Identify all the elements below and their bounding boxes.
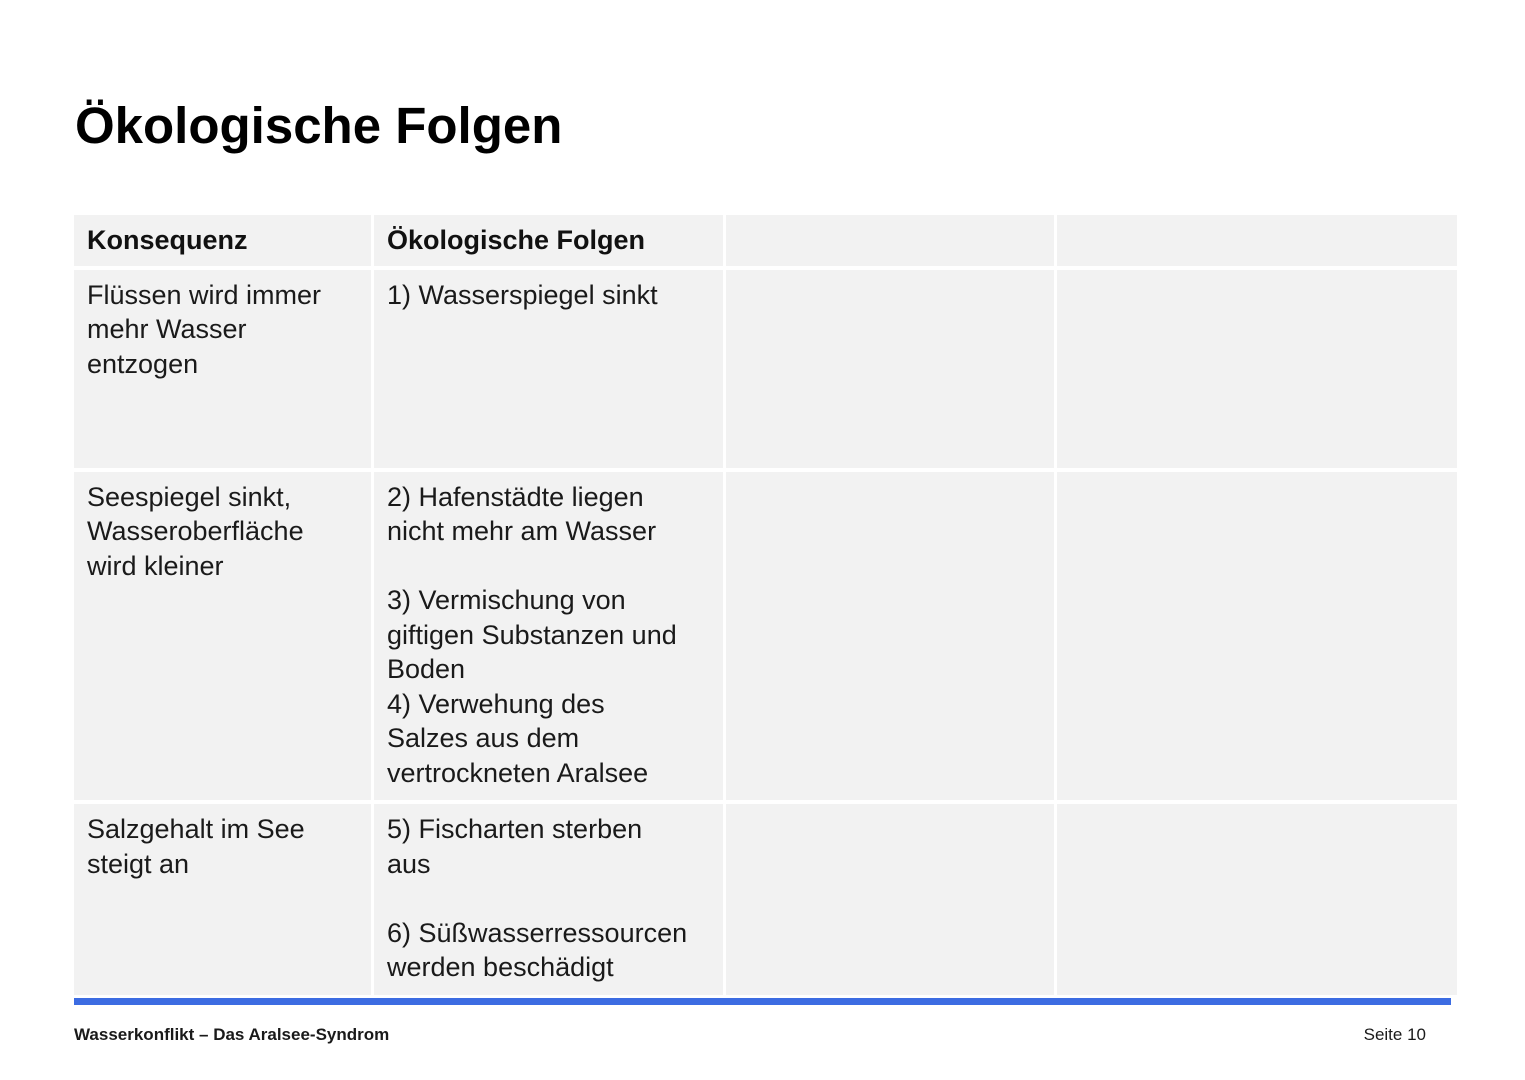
cell-text-line: Boden <box>387 654 466 684</box>
cell-text-line: 4) Verwehung des <box>387 688 605 719</box>
cell-text-line: Salzgehalt im See <box>87 814 305 844</box>
cell-text-line: 6) Süßwasserressourcen <box>387 917 688 948</box>
cell-konsequenz <box>74 804 371 995</box>
header-empty-3 <box>726 215 1054 266</box>
cell-text-line: Salzes aus dem <box>387 723 580 753</box>
cell-konsequenz <box>74 472 371 801</box>
cell-empty <box>726 804 1054 995</box>
cell-text-line: Seespiegel sinkt, <box>87 481 292 512</box>
footer-accent-rule <box>74 998 1451 1005</box>
page-number: Seite 10 <box>1363 1025 1426 1044</box>
table-row <box>74 472 1457 801</box>
cell-text-line: entzogen <box>87 348 199 379</box>
slide-title: Ökologische Folgen <box>75 97 563 154</box>
cell-text-line: aus <box>387 848 431 879</box>
cell-folgen <box>374 472 723 801</box>
cell-text-line: giftigen Substanzen und <box>387 619 677 650</box>
cell-text-line: werden beschädigt <box>387 952 614 982</box>
footer-title: Wasserkonflikt – Das Aralsee-Syndrom <box>74 1025 390 1044</box>
header-empty-4 <box>1057 215 1457 266</box>
cell-empty <box>1057 472 1457 801</box>
cell-text-line: mehr Wasser <box>87 314 247 344</box>
cell-text-line: wird kleiner <box>87 550 224 581</box>
cell-text-line: Wasseroberfläche <box>87 516 304 546</box>
cell-folgen <box>374 270 723 468</box>
cell-text-line: 2) Hafenstädte liegen <box>387 481 644 512</box>
header-oekologische-folgen: Ökologische Folgen <box>374 215 723 266</box>
cell-empty <box>726 270 1054 468</box>
cell-text-line: 5) Fischarten sterben <box>387 814 643 844</box>
cell-empty <box>1057 804 1457 995</box>
cell-empty <box>726 472 1054 801</box>
cell-text-line: nicht mehr am Wasser <box>387 516 657 546</box>
cell-empty <box>1057 270 1457 468</box>
cell-text-line: Flüssen wird immer <box>87 279 322 310</box>
cell-text-line: vertrockneten Aralsee <box>387 757 649 788</box>
table-row <box>74 270 1457 468</box>
cell-text-line: 1) Wasserspiegel sinkt <box>387 279 658 310</box>
cell-folgen <box>374 804 723 995</box>
cell-konsequenz <box>74 270 371 468</box>
header-konsequenz: Konsequenz <box>74 215 371 266</box>
cell-text-line <box>387 549 711 584</box>
consequences-table <box>71 211 1460 999</box>
cell-text-line: steigt an <box>87 848 190 879</box>
table-header-row <box>74 215 1457 266</box>
cell-text-line: 3) Vermischung von <box>387 585 626 615</box>
cell-text-line <box>387 881 711 916</box>
table-row <box>74 804 1457 995</box>
